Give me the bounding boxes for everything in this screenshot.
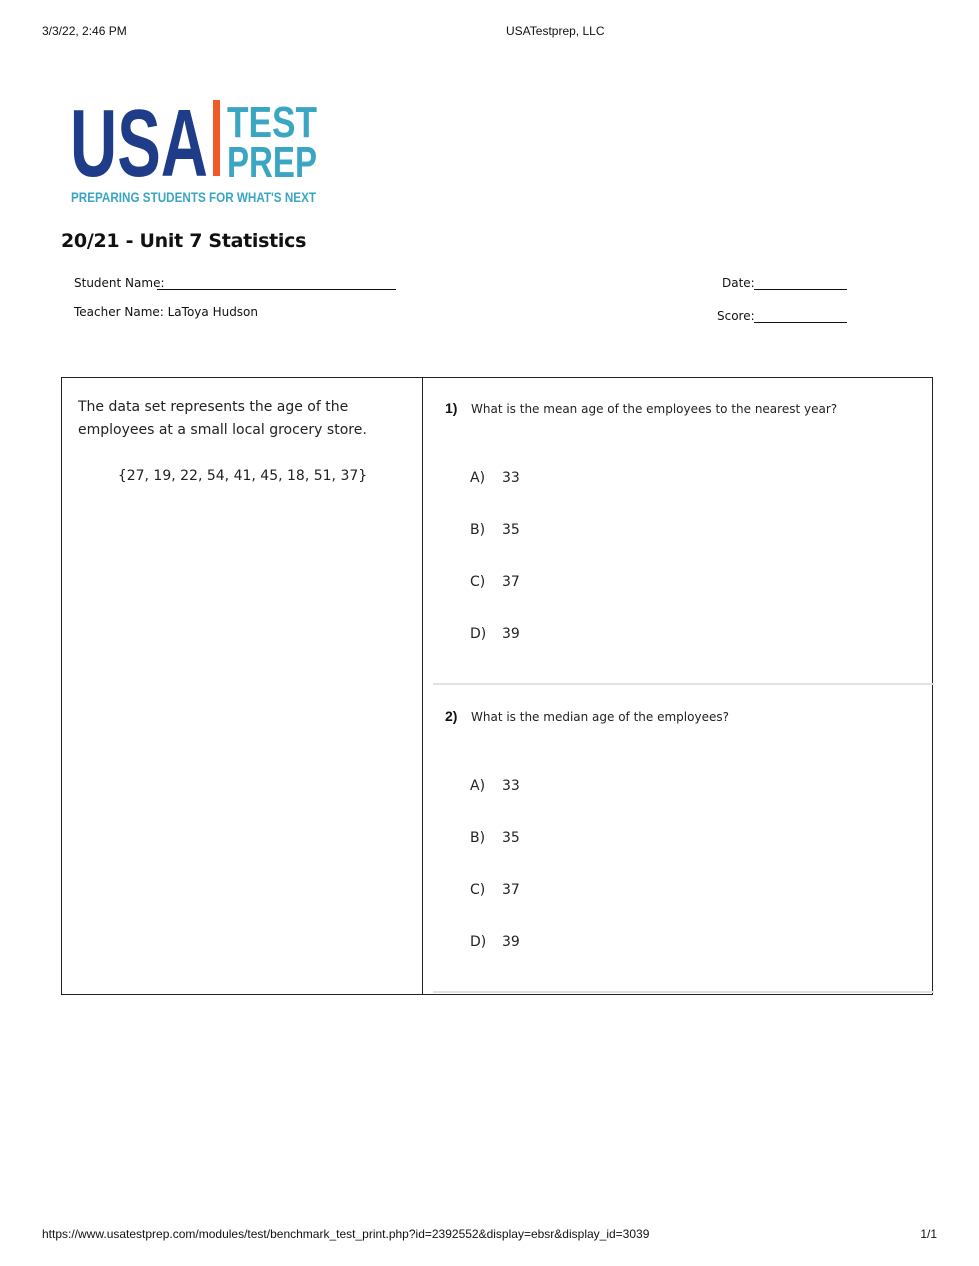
test-content-box [61, 377, 933, 995]
student-name-line[interactable] [157, 289, 396, 290]
passage-pane [62, 378, 423, 994]
question-number: 1) [445, 400, 458, 416]
teacher-name-label: Teacher Name: LaToya Hudson [74, 305, 259, 319]
data-set: {27, 19, 22, 54, 41, 45, 18, 51, 37} [117, 468, 368, 484]
choice-value: 33 [502, 470, 520, 486]
choice-letter: A) [470, 470, 486, 486]
choice-letter: A) [470, 778, 486, 794]
choice-c[interactable] [470, 574, 520, 590]
logo-usa-text: USA [70, 96, 208, 197]
choice-letter: B) [470, 830, 486, 846]
choice-letter: D) [470, 626, 487, 642]
choice-value: 37 [502, 882, 520, 898]
choice-value: 35 [502, 830, 520, 846]
student-name-label: Student Name: [74, 276, 165, 290]
choice-letter: C) [470, 574, 486, 590]
date-label: Date: [722, 276, 755, 290]
logo-prep-text: PREP [227, 138, 317, 187]
choice-letter: B) [470, 522, 486, 538]
choice-b[interactable] [470, 522, 520, 538]
print-footer [42, 1227, 937, 1241]
choice-a[interactable] [470, 778, 520, 794]
print-header [42, 24, 937, 40]
print-site-name: USATestprep, LLC [506, 24, 605, 38]
question-2 [423, 686, 934, 994]
page-number: 1/1 [920, 1227, 937, 1241]
choice-value: 39 [502, 934, 520, 950]
usatestprep-logo [70, 96, 320, 208]
choice-d[interactable] [470, 934, 520, 950]
question-text: What is the mean age of the employees to the nearest year? [471, 402, 838, 416]
choice-value: 33 [502, 778, 520, 794]
date-line[interactable] [754, 289, 847, 290]
question-1 [423, 378, 934, 686]
question-divider [433, 991, 934, 993]
logo-tagline-text: PREPARING STUDENTS FOR WHAT'S NEXT [71, 189, 317, 205]
choice-c[interactable] [470, 882, 520, 898]
logo-divider-bar [213, 100, 220, 176]
question-number: 2) [445, 708, 458, 724]
score-label: Score: [717, 309, 755, 323]
choice-b[interactable] [470, 830, 520, 846]
test-title: 20/21 - Unit 7 Statistics [61, 230, 307, 252]
choice-letter: C) [470, 882, 486, 898]
choice-letter: D) [470, 934, 487, 950]
question-divider [433, 683, 934, 685]
choice-value: 37 [502, 574, 520, 590]
choice-value: 35 [502, 522, 520, 538]
logo-test-text: TEST [227, 98, 318, 147]
print-url: https://www.usatestprep.com/modules/test/benchmark_test_print.php?id=2392552&display=ebsr&display_id=3039 [42, 1227, 650, 1241]
score-line[interactable] [754, 322, 847, 323]
question-text: What is the median age of the employees? [471, 710, 729, 724]
choice-a[interactable] [470, 470, 520, 486]
choice-d[interactable] [470, 626, 520, 642]
choice-value: 39 [502, 626, 520, 642]
print-datetime: 3/3/22, 2:46 PM [42, 24, 127, 38]
passage-text: The data set represents the age of the employees at a small local grocery store. [78, 399, 367, 438]
